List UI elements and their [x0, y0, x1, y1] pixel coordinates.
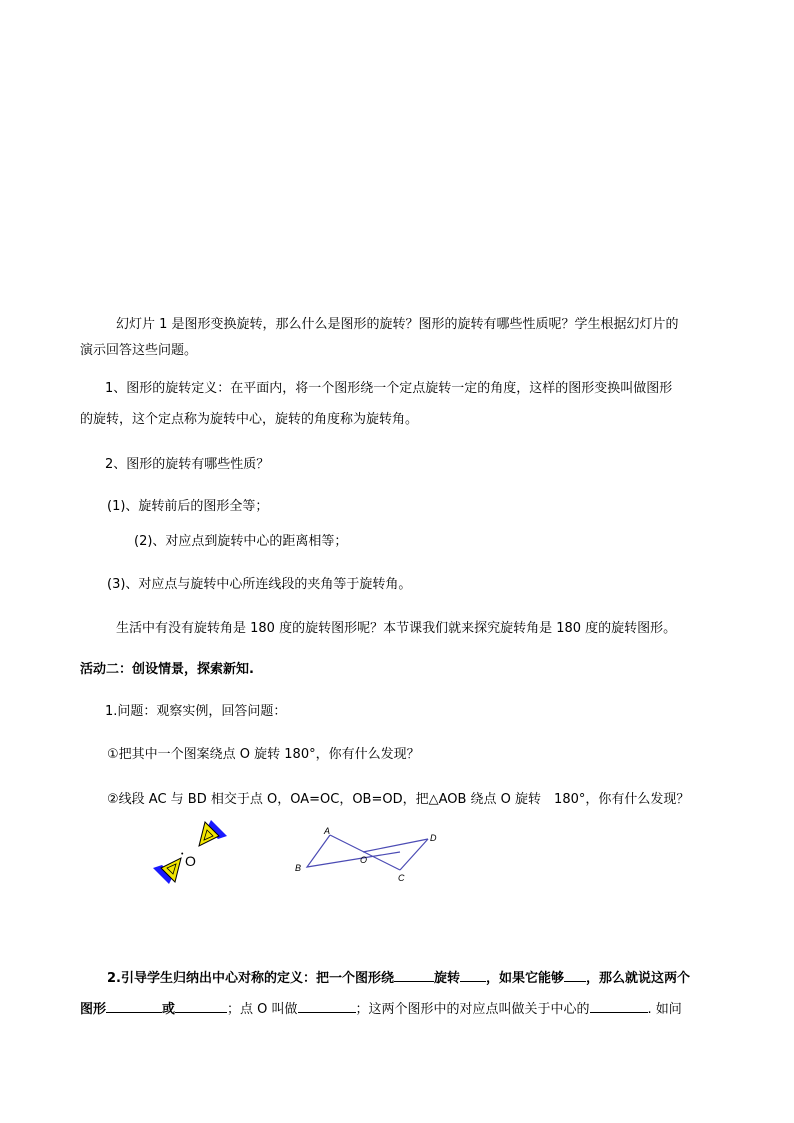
guide-point-o: ；点 O 叫做	[227, 1002, 298, 1017]
label-b: B	[295, 863, 302, 873]
guide-def-part-4: ，那么就说这两个	[586, 971, 691, 986]
blank-center[interactable]	[394, 967, 434, 982]
guide-line-2	[80, 998, 682, 1020]
property-item-1: (1)、旋转前后的图形全等；	[107, 499, 269, 514]
lower-triangle-pattern	[153, 858, 181, 884]
label-d: D	[430, 833, 437, 843]
intersecting-segments-figure	[290, 825, 450, 885]
blank-angle[interactable]	[460, 967, 486, 982]
blank-coincide[interactable]	[564, 967, 586, 982]
blank-symmetric-1[interactable]	[106, 998, 162, 1013]
transition-text: 生活中有没有旋转角是 180 度的旋转图形呢？本节课我们就来探究旋转角是 180 度的旋转图形。	[116, 621, 677, 636]
label-c: C	[398, 873, 405, 883]
intro-line-1: 幻灯片 1 是图形变换旋转，那么什么是图形的旋转？图形的旋转有哪些性质呢？学生根据幻灯片的	[116, 317, 679, 332]
guide-figure-word: 图形	[80, 1002, 107, 1017]
activity2-question: 1.问题：观察实例，回答问题：	[105, 704, 287, 719]
blank-symmetric-2[interactable]	[175, 998, 227, 1013]
guide-def-part-2: 旋转	[434, 971, 461, 986]
label-o: O	[360, 855, 368, 865]
activity2-q2: ②线段 AC 与 BD 相交于点 O，OA=OC，OB=OD，把△AOB 绕点 O 旋转 180°，你有什么发现？	[107, 792, 690, 807]
guide-or-word: 或	[162, 1002, 176, 1017]
rotation-pattern-figure	[145, 812, 235, 892]
triangle-aob	[307, 835, 400, 867]
definition-line-2: 的旋转，这个定点称为旋转中心，旋转的角度称为旋转角。	[80, 412, 419, 427]
guide-intro: 2.引导学生归纳出中心对称的定义：	[107, 971, 316, 986]
blank-symmetric-points[interactable]	[590, 998, 648, 1013]
activity2-q1: ①把其中一个图案绕点 O 旋转 180°，你有什么发现？	[107, 747, 420, 762]
intro-line-2: 演示回答这些问题。	[80, 343, 198, 358]
svg-text:•: •	[181, 851, 184, 858]
definition-line-1: 1、图形的旋转定义：在平面内，将一个图形绕一个定点旋转一定的角度，这样的图形变换叫做图形	[105, 381, 673, 396]
guide-line-1	[107, 967, 690, 989]
blank-center-name[interactable]	[298, 998, 356, 1013]
guide-corresponding-points: ；这两个图形中的对应点叫做关于中心的	[355, 1002, 590, 1017]
properties-heading: 2、图形的旋转有哪些性质？	[105, 457, 270, 472]
guide-trailing: . 如问	[647, 1002, 682, 1017]
guide-def-part-3: ，如果它能够	[486, 971, 565, 986]
activity2-title: 活动二：创设情景，探索新知.	[80, 662, 254, 677]
label-a: A	[324, 826, 331, 836]
upper-triangle-pattern	[199, 820, 227, 846]
guide-def-part-1: 把一个图形绕	[315, 971, 394, 986]
property-item-3: (3)、对应点与旋转中心所连线段的夹角等于旋转角。	[107, 577, 412, 592]
property-item-2: (2)、对应点到旋转中心的距离相等；	[134, 534, 348, 549]
center-point-label: O	[185, 853, 196, 869]
